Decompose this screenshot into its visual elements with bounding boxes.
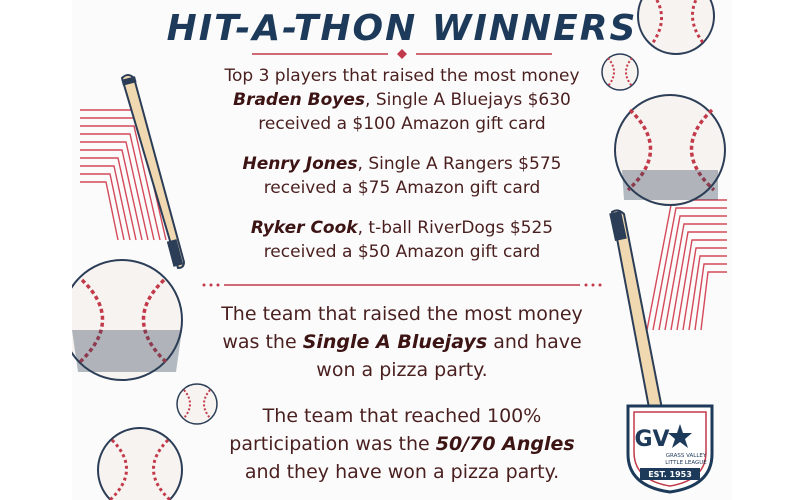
- logo-name-line2: LITTLE LEAGUE: [665, 460, 707, 466]
- page-title: HIT-A-THON WINNERS: [166, 8, 638, 49]
- team-participation-prefix: participation was the: [229, 433, 436, 455]
- team-participation-line3: and they have won a pizza party.: [244, 461, 560, 483]
- winner-1-detail: , Single A Bluejays $630: [365, 90, 571, 110]
- team-money-prefix: was the: [222, 331, 303, 353]
- team-money-line3: won a pizza party.: [316, 359, 488, 381]
- team-participation-line2: [192, 430, 612, 458]
- league-logo: [624, 402, 716, 494]
- winners-intro: Top 3 players that raised the most money: [224, 66, 580, 86]
- winner-1-name: Braden Boyes: [233, 90, 366, 110]
- winner-2-prize: received a $75 Amazon gift card: [263, 178, 541, 198]
- team-money-line1: The team that raised the most money: [221, 303, 583, 325]
- team-money-line2: [192, 328, 612, 356]
- left-bat-illustration: [121, 75, 184, 268]
- flyer: [72, 0, 732, 500]
- winner-1-line: [192, 88, 612, 112]
- winner-3-detail: , t-ball RiverDogs $525: [357, 218, 554, 238]
- logo-est: EST. 1953: [648, 470, 692, 479]
- winner-3-prize: received a $50 Amazon gift card: [263, 242, 541, 262]
- winner-2-detail: , Single A Rangers $575: [357, 154, 562, 174]
- logo-initials: GV: [634, 427, 670, 452]
- winner-3-line: [192, 216, 612, 240]
- section-divider: [200, 278, 604, 292]
- winners-section: [192, 64, 612, 264]
- winner-2-name: Henry Jones: [242, 154, 358, 174]
- baseball-bottom-left: [98, 428, 182, 500]
- winner-3-name: Ryker Cook: [250, 218, 358, 238]
- baseball-large-left: [72, 260, 182, 380]
- logo-name-line1: GRASS VALLEY: [665, 453, 707, 459]
- winner-2-line: [192, 152, 612, 176]
- baseball-large-right: [615, 95, 725, 205]
- title-divider: [252, 48, 552, 60]
- team-participation-line1: The team that reached 100%: [262, 405, 542, 427]
- team-awards-section: [192, 300, 612, 486]
- team-money-name: Single A Bluejays: [302, 331, 488, 353]
- team-money-suffix: and have: [487, 331, 582, 353]
- winner-1-prize: received a $100 Amazon gift card: [258, 114, 546, 134]
- right-stripes-decoration: [647, 200, 727, 330]
- team-participation-name: 50/70 Angles: [435, 433, 575, 455]
